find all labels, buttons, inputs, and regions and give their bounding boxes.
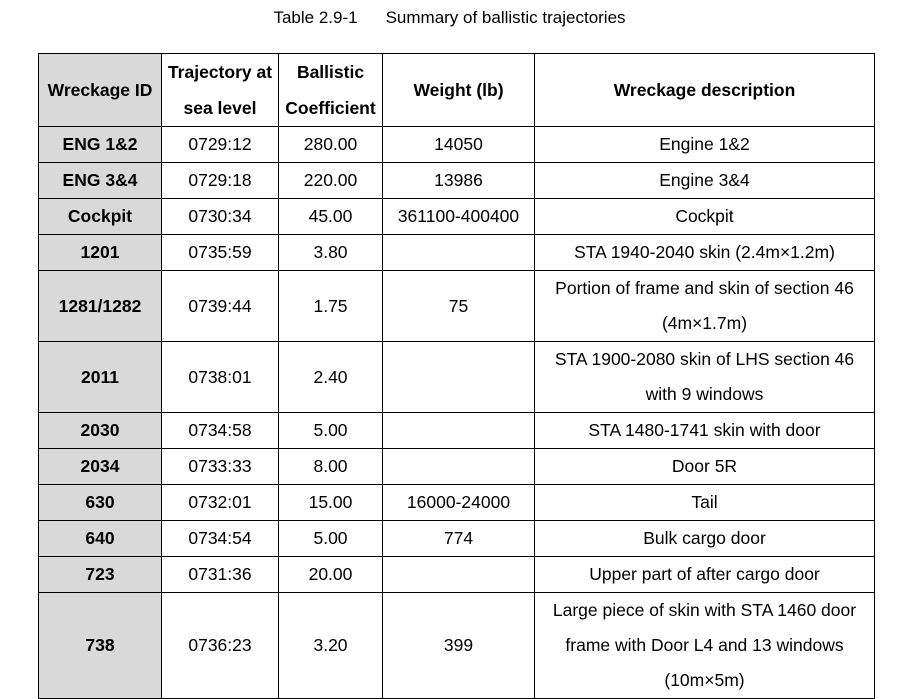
cell-description: Door 5R [535,449,875,485]
cell-wreckage-id: 2034 [39,449,162,485]
cell-wreckage-id: 1281/1282 [39,271,162,342]
table-row [39,271,875,342]
cell-trajectory: 0732:01 [162,485,279,521]
cell-ballistic-coefficient: 220.00 [279,163,383,199]
cell-trajectory: 0729:18 [162,163,279,199]
table-title: Summary of ballistic trajectories [385,8,626,27]
table-row [39,235,875,271]
cell-description: Tail [535,485,875,521]
cell-trajectory: 0729:12 [162,127,279,163]
cell-wreckage-id: Cockpit [39,199,162,235]
table-row [39,593,875,699]
cell-wreckage-id: 2011 [39,342,162,413]
table-row [39,127,875,163]
table-number: Table 2.9-1 [273,8,358,27]
cell-wreckage-id: 1201 [39,235,162,271]
table-row [39,557,875,593]
cell-trajectory: 0730:34 [162,199,279,235]
table-row [39,521,875,557]
cell-description: Engine 1&2 [535,127,875,163]
cell-weight: 14050 [383,127,535,163]
cell-description: Large piece of skin with STA 1460 door frame with Door L4 and 13 windows (10m×5m) [535,593,875,699]
cell-description: STA 1480-1741 skin with door [535,413,875,449]
cell-ballistic-coefficient: 2.40 [279,342,383,413]
cell-weight: 13986 [383,163,535,199]
cell-wreckage-id: 2030 [39,413,162,449]
header-trajectory: Trajectory at sea level [162,54,279,127]
ballistic-trajectories-table [38,53,875,699]
cell-ballistic-coefficient: 8.00 [279,449,383,485]
header-weight: Weight (lb) [383,54,535,127]
cell-weight [383,449,535,485]
cell-wreckage-id: 630 [39,485,162,521]
table-caption [0,8,899,28]
cell-ballistic-coefficient: 5.00 [279,413,383,449]
cell-description: STA 1940-2040 skin (2.4m×1.2m) [535,235,875,271]
cell-weight [383,413,535,449]
cell-description: Engine 3&4 [535,163,875,199]
cell-description: Bulk cargo door [535,521,875,557]
table-row [39,449,875,485]
cell-trajectory: 0734:54 [162,521,279,557]
cell-trajectory: 0734:58 [162,413,279,449]
table-row [39,163,875,199]
cell-ballistic-coefficient: 1.75 [279,271,383,342]
cell-trajectory: 0731:36 [162,557,279,593]
cell-weight: 75 [383,271,535,342]
table-row [39,199,875,235]
cell-wreckage-id: 738 [39,593,162,699]
cell-wreckage-id: 640 [39,521,162,557]
header-ballistic-coefficient: Ballistic Coefficient [279,54,383,127]
cell-weight: 361100-400400 [383,199,535,235]
cell-ballistic-coefficient: 45.00 [279,199,383,235]
cell-wreckage-id: ENG 3&4 [39,163,162,199]
header-row [39,54,875,127]
header-wreckage-description: Wreckage description [535,54,875,127]
cell-description: STA 1900-2080 skin of LHS section 46 with 9 windows [535,342,875,413]
cell-weight: 399 [383,593,535,699]
cell-weight: 16000-24000 [383,485,535,521]
cell-ballistic-coefficient: 5.00 [279,521,383,557]
cell-ballistic-coefficient: 3.20 [279,593,383,699]
table-row [39,342,875,413]
cell-trajectory: 0733:33 [162,449,279,485]
cell-weight [383,557,535,593]
table-row [39,485,875,521]
cell-trajectory: 0739:44 [162,271,279,342]
cell-trajectory: 0736:23 [162,593,279,699]
cell-ballistic-coefficient: 20.00 [279,557,383,593]
cell-weight [383,342,535,413]
cell-weight: 774 [383,521,535,557]
cell-wreckage-id: 723 [39,557,162,593]
header-wreckage-id: Wreckage ID [39,54,162,127]
table-row [39,413,875,449]
cell-ballistic-coefficient: 3.80 [279,235,383,271]
cell-description: Cockpit [535,199,875,235]
cell-trajectory: 0738:01 [162,342,279,413]
cell-weight [383,235,535,271]
cell-description: Upper part of after cargo door [535,557,875,593]
cell-ballistic-coefficient: 15.00 [279,485,383,521]
cell-ballistic-coefficient: 280.00 [279,127,383,163]
cell-trajectory: 0735:59 [162,235,279,271]
cell-wreckage-id: ENG 1&2 [39,127,162,163]
cell-description: Portion of frame and skin of section 46 (4m×1.7m) [535,271,875,342]
